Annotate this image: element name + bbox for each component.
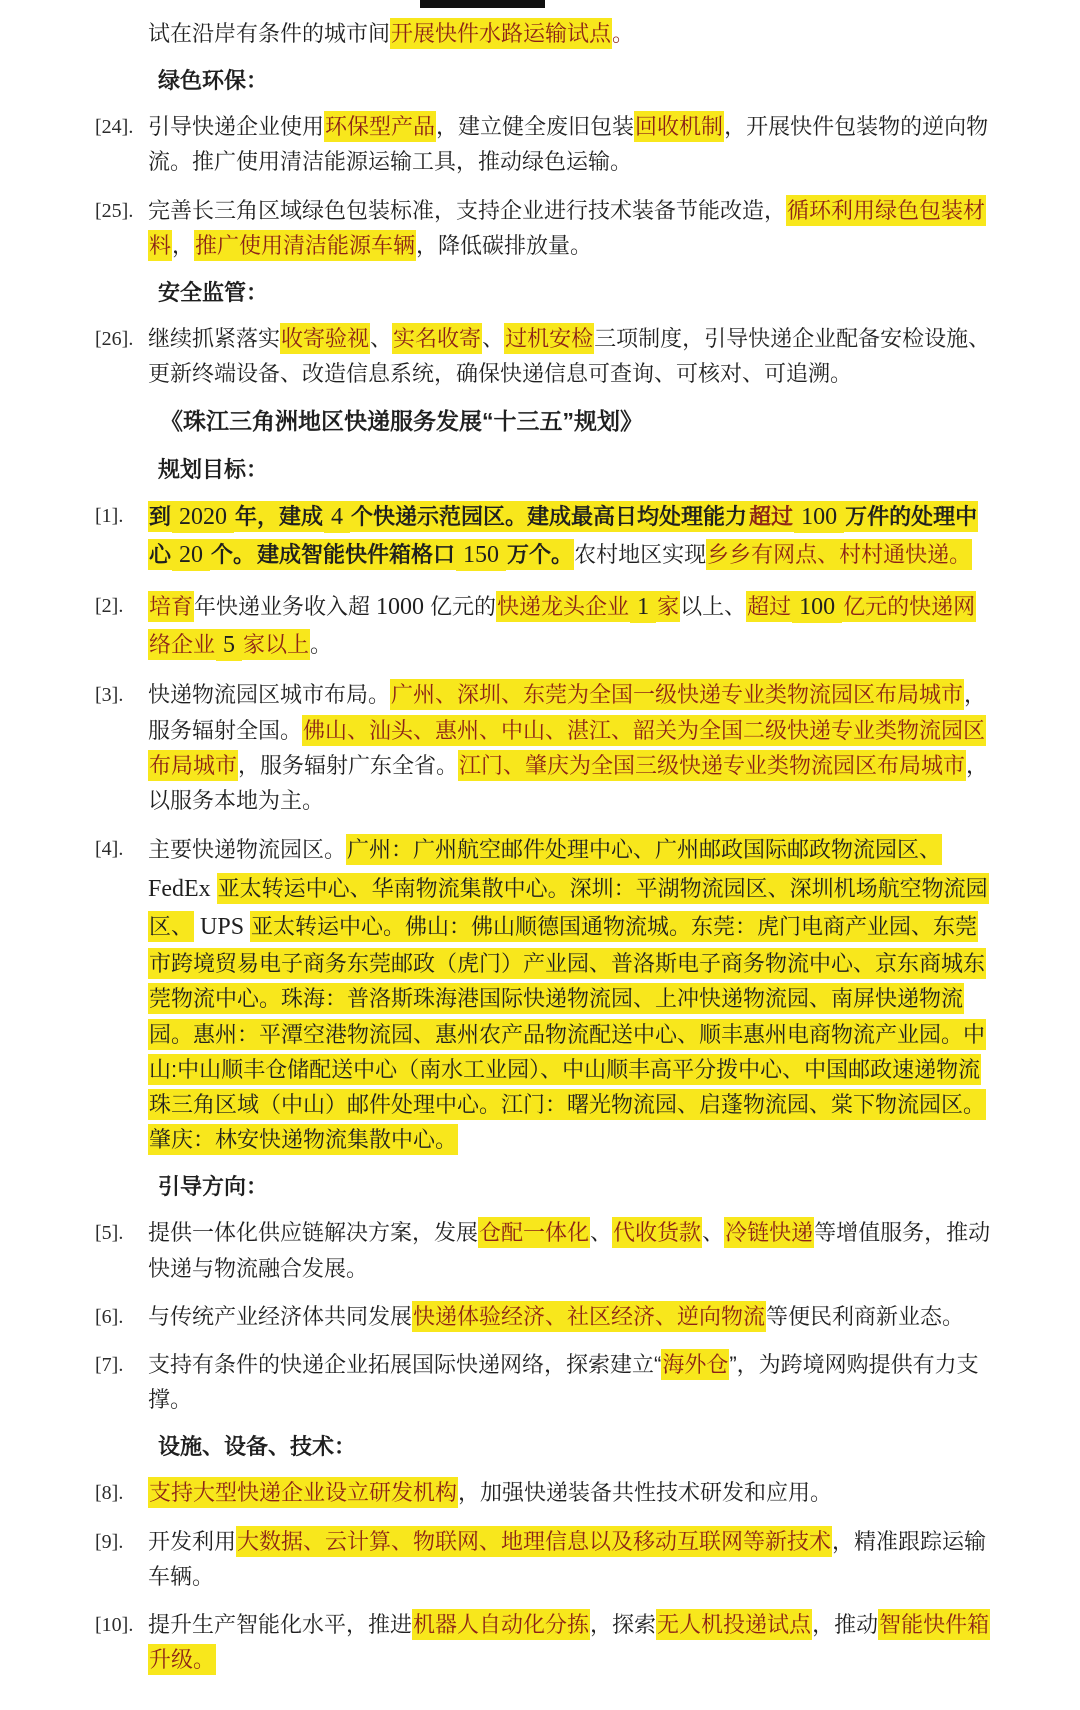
text-segment: UPS bbox=[194, 913, 251, 940]
item-text bbox=[148, 1299, 992, 1334]
item-number: [1]. bbox=[95, 504, 124, 527]
highlighted-text: 无人机投递试点 bbox=[656, 1609, 812, 1640]
highlighted-text: 江门、肇庆为全国三级快递专业类物流园区布局城市 bbox=[458, 750, 966, 781]
text-segment: ，降低碳排放量。 bbox=[416, 232, 593, 258]
list-item bbox=[95, 831, 992, 1157]
text-segment: 等便民利商新业态。 bbox=[766, 1303, 965, 1329]
list-item bbox=[95, 1299, 992, 1334]
item-number: [26]. bbox=[95, 327, 134, 350]
text-segment: ”，为跨境网购提供有力支撑。 bbox=[148, 1351, 979, 1413]
text-segment: 引导快递企业使用 bbox=[148, 114, 325, 140]
item-number: [6]. bbox=[95, 1305, 124, 1328]
highlighted-text: 智能快件箱升级。 bbox=[148, 1609, 990, 1675]
item-text bbox=[148, 677, 992, 818]
text-segment: ，开展快件包装物的逆向物流。推广使用清洁能源运输工具，推动绿色运输。 bbox=[148, 114, 989, 175]
highlighted-text: 广州：广州航空邮件处理中心、广州邮政国际邮政物流园区、 bbox=[346, 834, 942, 865]
text-segment: FedEx bbox=[148, 837, 949, 902]
highlighted-text: 仓配一体化 bbox=[478, 1217, 590, 1248]
text-segment: 快递物流园区城市布局。 bbox=[148, 682, 391, 708]
item-text bbox=[148, 1475, 992, 1510]
section-heading: 引导方向： bbox=[158, 1174, 269, 1200]
section-heading: 规划目标： bbox=[158, 456, 269, 482]
highlighted-text: 培育 bbox=[148, 591, 194, 622]
highlighted-text: 支持大型快递企业设立研发机构 bbox=[148, 1477, 458, 1508]
document-title: 《珠江三角洲地区快递服务发展“十三五”规划》 bbox=[160, 408, 643, 435]
item-text bbox=[148, 321, 992, 391]
list-item bbox=[95, 1215, 992, 1285]
highlighted-text: 收寄验视 bbox=[280, 323, 370, 354]
section-heading: 设施、设备、技术： bbox=[158, 1434, 357, 1460]
item-number: [9]. bbox=[95, 1530, 124, 1553]
cropped-text-artifact bbox=[420, 0, 545, 8]
highlighted-text: 100 bbox=[792, 591, 842, 623]
highlighted-text: 到 bbox=[148, 501, 172, 532]
highlighted-text: 万个。 bbox=[506, 539, 574, 570]
highlighted-text: 超过 bbox=[746, 591, 792, 622]
highlighted-text: 建成智能快件箱格口 bbox=[256, 539, 456, 570]
highlighted-text: 150 bbox=[456, 539, 506, 571]
highlighted-text: 回收机制 bbox=[634, 111, 724, 142]
text-segment: 农村地区实现 bbox=[574, 542, 707, 568]
item-text bbox=[148, 1524, 992, 1594]
highlighted-text: 万件的处理中心 bbox=[148, 501, 978, 570]
item-number: [7]. bbox=[95, 1353, 124, 1376]
text-segment: 完善长三角区域绿色包装标准，支持企业进行技术装备节能改造， bbox=[148, 197, 787, 223]
text-segment: 、 bbox=[702, 1220, 725, 1246]
text-segment: 三项制度，引导快递企业配备安检设施、更新终端设备、改造信息系统，确保快递信息可查询、可核对、可追溯。 bbox=[148, 325, 991, 387]
text-segment: 、 bbox=[482, 325, 505, 351]
text-segment: 1000 bbox=[370, 593, 431, 620]
text-segment: ，建立健全废旧包装 bbox=[436, 114, 635, 140]
highlighted-text: 亚太转运中心。佛山：佛山顺德国通物流城。东莞：虎门电商产业园、东莞市跨境贸易电子商务东莞邮政（虎门）产业园、普洛斯电子商务物流中心、京东商城东莞物流中心。珠海：普洛斯珠海港国际快递物流园、上冲快递物流园、南屏快递物流园。惠州：平潭空港物流园、惠州农产品物流配送中心、顺丰惠州电商物流产业园。中山:中山顺丰仓储配送中心（南水工业园）、中山顺丰高平分拨中心、中国邮政速递物流珠三角区域（中山）邮件处理中心。江门：曙光物流园、启蓬物流园、棠下物流园区。肇庆：林安快递物流集散中心。 bbox=[148, 911, 986, 1155]
highlighted-text: 广州、深圳、东莞为全国一级快递专业类物流园区布局城市 bbox=[390, 679, 964, 710]
highlighted-text: 5 bbox=[216, 629, 242, 661]
list-item bbox=[95, 321, 992, 391]
highlighted-text: 年，建成 bbox=[234, 501, 324, 532]
highlighted-text: 亚太转运中心、华南物流集散中心。深圳：平湖物流园区、深圳机场航空物流园区、 bbox=[148, 873, 989, 942]
item-text bbox=[148, 498, 992, 575]
item-number: [25]. bbox=[95, 199, 134, 222]
text-segment: 以上、 bbox=[680, 593, 747, 619]
highlighted-text: 冷链快递 bbox=[724, 1217, 814, 1248]
item-number: [3]. bbox=[95, 684, 124, 707]
highlighted-text: 20 bbox=[172, 539, 210, 571]
highlighted-text: 2020 bbox=[172, 501, 234, 533]
section-heading: 绿色环保： bbox=[158, 68, 269, 94]
item-number: [8]. bbox=[95, 1482, 124, 1505]
item-text bbox=[148, 1607, 992, 1677]
highlighted-text: 1 bbox=[630, 591, 656, 623]
item-text bbox=[148, 1347, 992, 1417]
text-segment: ，以服务本地为主。 bbox=[148, 752, 989, 813]
item-text bbox=[148, 193, 992, 263]
highlighted-text: 开展快件水路运输试点 bbox=[390, 18, 612, 49]
text-segment: 提升生产智能化水平，推进 bbox=[148, 1611, 413, 1637]
text-segment: 试在沿岸有条件的城市间 bbox=[148, 21, 391, 46]
text-segment: 支持有条件的快递企业拓展国际快递网络，探索建立“ bbox=[148, 1351, 662, 1377]
highlighted-text: 家 bbox=[656, 591, 680, 622]
list-item bbox=[95, 588, 992, 665]
list-item bbox=[95, 1347, 992, 1417]
highlighted-text: 快递龙头企业 bbox=[496, 591, 630, 622]
highlighted-text: 机器人自动化分拣 bbox=[412, 1609, 590, 1640]
item-text bbox=[148, 109, 992, 179]
list-item bbox=[95, 1475, 992, 1510]
highlighted-text: 家以上 bbox=[242, 629, 310, 660]
highlighted-text: 推广使用清洁能源车辆 bbox=[194, 230, 416, 261]
text-segment: 。 bbox=[310, 631, 333, 657]
item-number: [10]. bbox=[95, 1613, 134, 1636]
item-number: [2]. bbox=[95, 594, 124, 617]
highlighted-text: 环保型产品 bbox=[324, 111, 436, 142]
text-segment: ，精准跟踪运输车辆。 bbox=[148, 1528, 987, 1589]
paragraph bbox=[95, 16, 992, 51]
list-item bbox=[95, 1607, 992, 1677]
highlighted-text: 亿元的快递网络企业 bbox=[148, 591, 976, 660]
text-segment: ，探索 bbox=[590, 1611, 657, 1637]
section-heading: 安全监管： bbox=[158, 279, 269, 305]
item-number: [5]. bbox=[95, 1222, 124, 1245]
highlighted-text: 实名收寄 bbox=[392, 323, 482, 354]
text-segment: 亿元的 bbox=[430, 593, 497, 619]
list-item bbox=[95, 1524, 992, 1594]
highlighted-text: 超过 bbox=[748, 501, 794, 532]
text-segment: 提供一体化供应链解决方案，发展 bbox=[148, 1220, 479, 1246]
item-number bbox=[95, 16, 148, 51]
list-item bbox=[95, 109, 992, 179]
highlighted-text: 100 bbox=[794, 501, 844, 533]
list-item bbox=[95, 498, 992, 575]
highlighted-text: 循环利用绿色包装材料 bbox=[148, 195, 986, 261]
text-segment: 年快递业务收入超 bbox=[194, 593, 371, 619]
text-segment: ，服务辐射全国。 bbox=[148, 682, 987, 743]
text-segment: 开发利用 bbox=[148, 1528, 237, 1554]
text-segment: 继续抓紧落实 bbox=[148, 325, 281, 351]
list-item bbox=[95, 193, 992, 263]
text-segment: 。 bbox=[612, 21, 635, 46]
text-segment: 、 bbox=[370, 325, 393, 351]
text-segment: ，推动 bbox=[812, 1611, 879, 1637]
highlighted-text: 海外仓 bbox=[661, 1349, 729, 1380]
list-item bbox=[95, 677, 992, 818]
highlighted-text: 个快递示范园区。建成最高日均处理能力 bbox=[350, 501, 748, 532]
item-number: [24]. bbox=[95, 116, 134, 139]
text-segment: ，服务辐射广东全省。 bbox=[238, 752, 459, 778]
text-segment: 与传统产业经济体共同发展 bbox=[148, 1303, 413, 1329]
highlighted-text: 佛山、汕头、惠州、中山、湛江、韶关为全国二级快递专业类物流园区布局城市 bbox=[148, 715, 986, 781]
item-text bbox=[148, 16, 992, 51]
highlighted-text: 乡乡有网点、村村通快递。 bbox=[706, 539, 972, 570]
highlighted-text: 4 bbox=[324, 501, 350, 533]
item-text bbox=[148, 588, 992, 665]
highlighted-text: 代收货款 bbox=[612, 1217, 702, 1248]
text-segment: 主要快递物流园区。 bbox=[148, 837, 347, 863]
text-segment: 等增值服务，推动快递与物流融合发展。 bbox=[148, 1220, 991, 1281]
item-number: [4]. bbox=[95, 838, 124, 861]
item-text bbox=[148, 831, 992, 1157]
highlighted-text: 个。 bbox=[210, 539, 256, 570]
text-segment: ， bbox=[172, 232, 195, 258]
item-text bbox=[148, 1215, 992, 1285]
highlighted-text: 过机安检 bbox=[504, 323, 594, 354]
text-segment: 、 bbox=[590, 1220, 613, 1246]
text-segment: ，加强快递装备共性技术研发和应用。 bbox=[458, 1480, 833, 1506]
highlighted-text: 大数据、云计算、物联网、地理信息以及移动互联网等新技术 bbox=[236, 1526, 832, 1557]
highlighted-text: 快递体验经济、社区经济、逆向物流 bbox=[412, 1301, 766, 1332]
